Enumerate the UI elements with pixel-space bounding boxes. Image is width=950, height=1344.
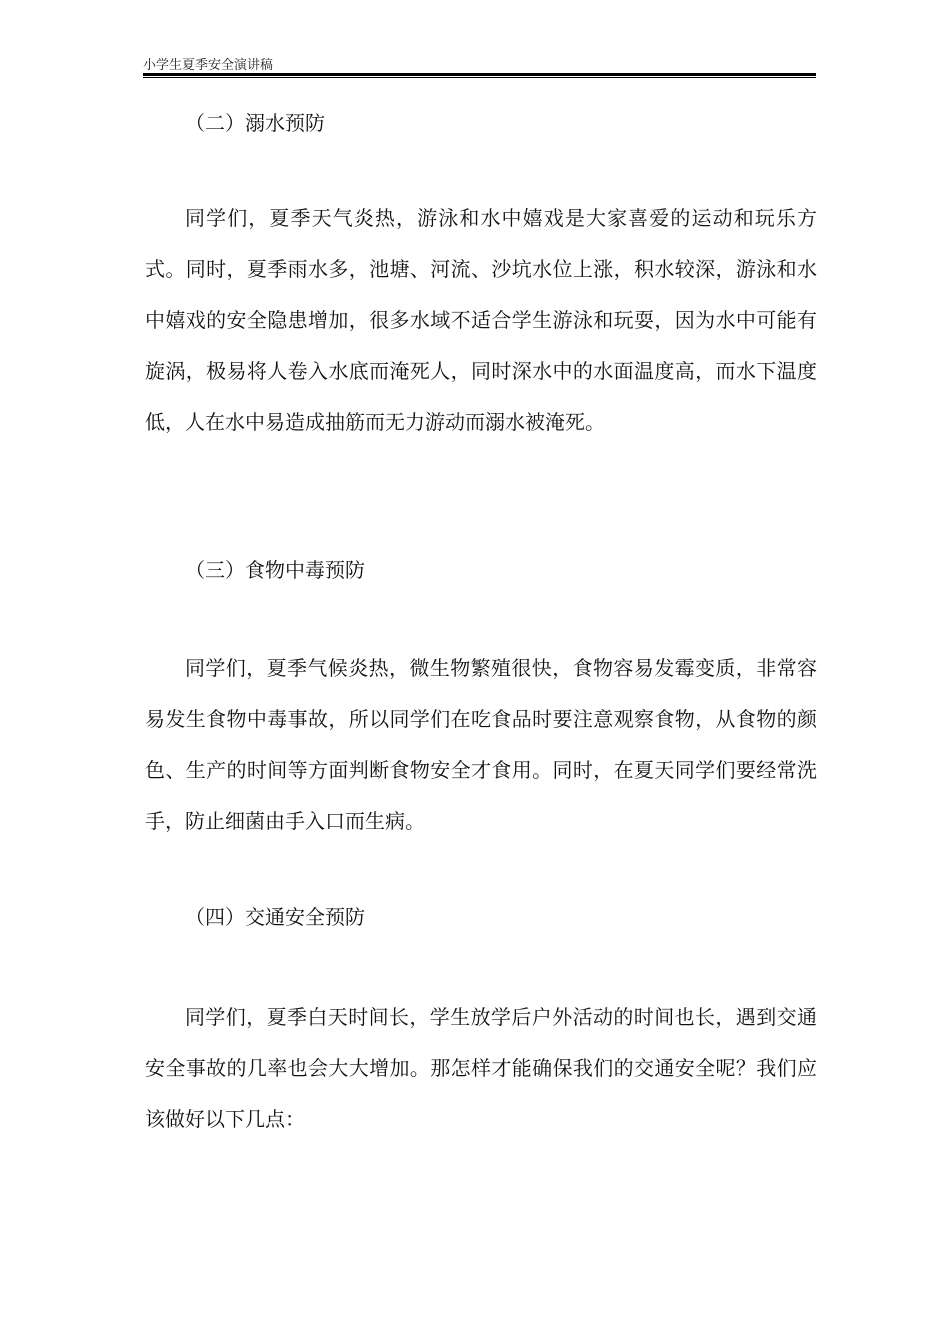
header-rule [143,73,816,78]
page-header [143,58,816,80]
section-paragraph-traffic-safety: 同学们，夏季白天时间长，学生放学后户外活动的时间也长，遇到交通安全事故的几率也会大大增加。那怎样才能确保我们的交通安全呢？我们应该做好以下几点： [145,1005,817,1131]
section-heading-food-poisoning: （三）食物中毒预防 [185,558,365,582]
section-heading-drowning: （二）溺水预防 [185,111,325,135]
section-heading-traffic-safety: （四）交通安全预防 [185,905,365,929]
header-title: 小学生夏季安全演讲稿 [143,58,274,73]
section-paragraph-food-poisoning: 同学们，夏季气候炎热，微生物繁殖很快，食物容易发霉变质，非常容易发生食物中毒事故，所以同学们在吃食品时要注意观察食物，从食物的颜色、生产的时间等方面判断食物安全才食用。同时，在夏天同学们要经常洗手，防止细菌由手入口而生病。 [145,656,817,833]
section-paragraph-drowning: 同学们，夏季天气炎热，游泳和水中嬉戏是大家喜爱的运动和玩乐方式。同时，夏季雨水多，池塘、河流、沙坑水位上涨，积水较深，游泳和水中嬉戏的安全隐患增加，很多水域不适合学生游泳和玩耍，因为水中可能有旋涡，极易将人卷入水底而淹死人，同时深水中的水面温度高，而水下温度低，人在水中易造成抽筋而无力游动而溺水被淹死。 [145,206,817,434]
